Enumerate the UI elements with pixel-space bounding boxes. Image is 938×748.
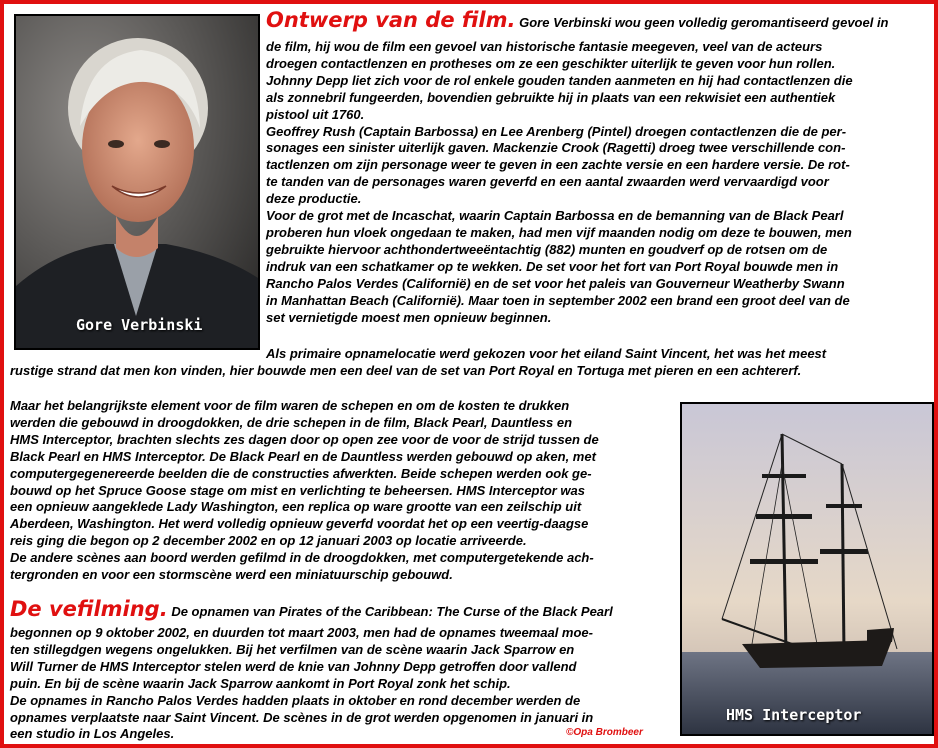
ship-caption: HMS Interceptor bbox=[726, 706, 862, 724]
section2-body: Maar het belangrijkste element voor de film waren de schepen en om de kosten te drukken werden die gebouwd in droogdokken, de drie schepen in de film, Black Pearl, Dauntless en HMS Interceptor, brachten slechts zes dagen door op open zee voor de voor de strijd tussen de Black Pearl en HMS Interceptor. De Black Pearl en de Dauntless werden gebouwd op aken, met computergegenereerde beelden die de constructies afwerkten. Beide schepen werden ook ge- bouwd op het Spruce Goose stage om mist en verlichting te beheersen. HMS Interceptor was een opnieuw aangeklede Lady Washington, een replica op ware grootte van een zeilschip uit Aberdeen, Washington. Het werd volledig opnieuw geverfd voordat het op een veertig-daagse reis ging die begon op 2 december 2002 en op 12 januari 2003 op locatie arriveerde. De andere scènes aan boord werden gefilmd in de droogdokken, met computergetekende ach- tergronden en voor een stormscène werd een miniatuurschip gebouwd. bbox=[10, 398, 599, 583]
section3-heading: De vefilming. bbox=[10, 597, 168, 621]
section3-body: begonnen op 9 oktober 2002, en duurden tot maart 2003, men had de opnames tweemaal moe- ten stillegdgen wegens ongelukken. Bij het verfilmen van de scène waarin Jack Sparrow en Will Turner de HMS Interceptor stelen werd de knie van Johnny Depp getroffen door vallend puin. En bij de scène waarin Jack Sparrow aankomt in Port Royal zonk het schip. De opnames in Rancho Palos Verdes hadden plaats in oktober en rond december werden de opnames verplaatste naar Saint Vincent. De scènes in de grot werden opgenomen in januari in een studio in Los Angeles. bbox=[10, 625, 594, 742]
credit: ©Opa Brombeer bbox=[566, 727, 643, 738]
section1-lead: Gore Verbinski wou geen volledig geromantiseerd gevoel in bbox=[519, 15, 889, 30]
section3-lead: De opnamen van Pirates of the Caribbean: The Curse of the Black Pearl bbox=[171, 604, 613, 619]
section1-intro bbox=[266, 8, 930, 32]
portrait-illustration bbox=[16, 16, 258, 348]
ship-illustration bbox=[682, 404, 932, 734]
portrait-photo bbox=[14, 14, 260, 350]
section1-body: de film, hij wou de film een gevoel van historische fantasie meegeven, veel van de acteurs droegen contactlenzen en protheses om ze een geschikter uiterlijk te geven voor hun rollen. Johnny Depp liet zich voor de rol enkele gouden tanden aanmeten en hij had contactlenzen die als zonnebril fungeerden, bovendien gebruikte hij in plaats van een rekwisiet een authentiek pistool uit 1760. Geoffrey Rush (Captain Barbossa) en Lee Arenberg (Pintel) droegen contactlenzen die de per- sonages een sinister uiterlijk gaven. Mackenzie Crook (Ragetti) droeg twee verschillende con- tactlenzen om zijn personage weer te geven in een zachte versie en een hardere versie. De rot- te tanden van de personages waren geverfd en een aantal zwaarden werd vervaardigd voor deze productie. Voor de grot met de Incaschat, waarin Captain Barbossa en de bemanning van de Black Pearl proberen hun vloek ongedaan te maken, had men vijf maanden nodig om deze te bouwen, men gebruikte hiervoor achthondertweeëntachtig (882) munten en goudverf op de rotsen om de indruk van een schatkamer op te wekken. De set voor het fort van Port Royal bouwde men in Rancho Palos Verdes (Californië) en de set voor het paleis van Gouverneur Weatherby Swann in Manhattan Beach (Californië). Maar toen in september 2002 een brand een groot deel van de set vernietigde moest men opnieuw beginnen. bbox=[266, 39, 853, 325]
section3-intro bbox=[10, 597, 678, 621]
portrait-caption: Gore Verbinski bbox=[76, 316, 203, 334]
ship-photo bbox=[680, 402, 934, 736]
section1-heading: Ontwerp van de film. bbox=[266, 8, 516, 32]
section1-location-b: rustige strand dat men kon vinden, hier bouwde men een deel van de set van Port Royal en Tortuga met pieren en een achtererf. bbox=[10, 363, 802, 378]
section1-location-a: Als primaire opnamelocatie werd gekozen voor het eiland Saint Vincent, het was het meest bbox=[266, 346, 827, 361]
